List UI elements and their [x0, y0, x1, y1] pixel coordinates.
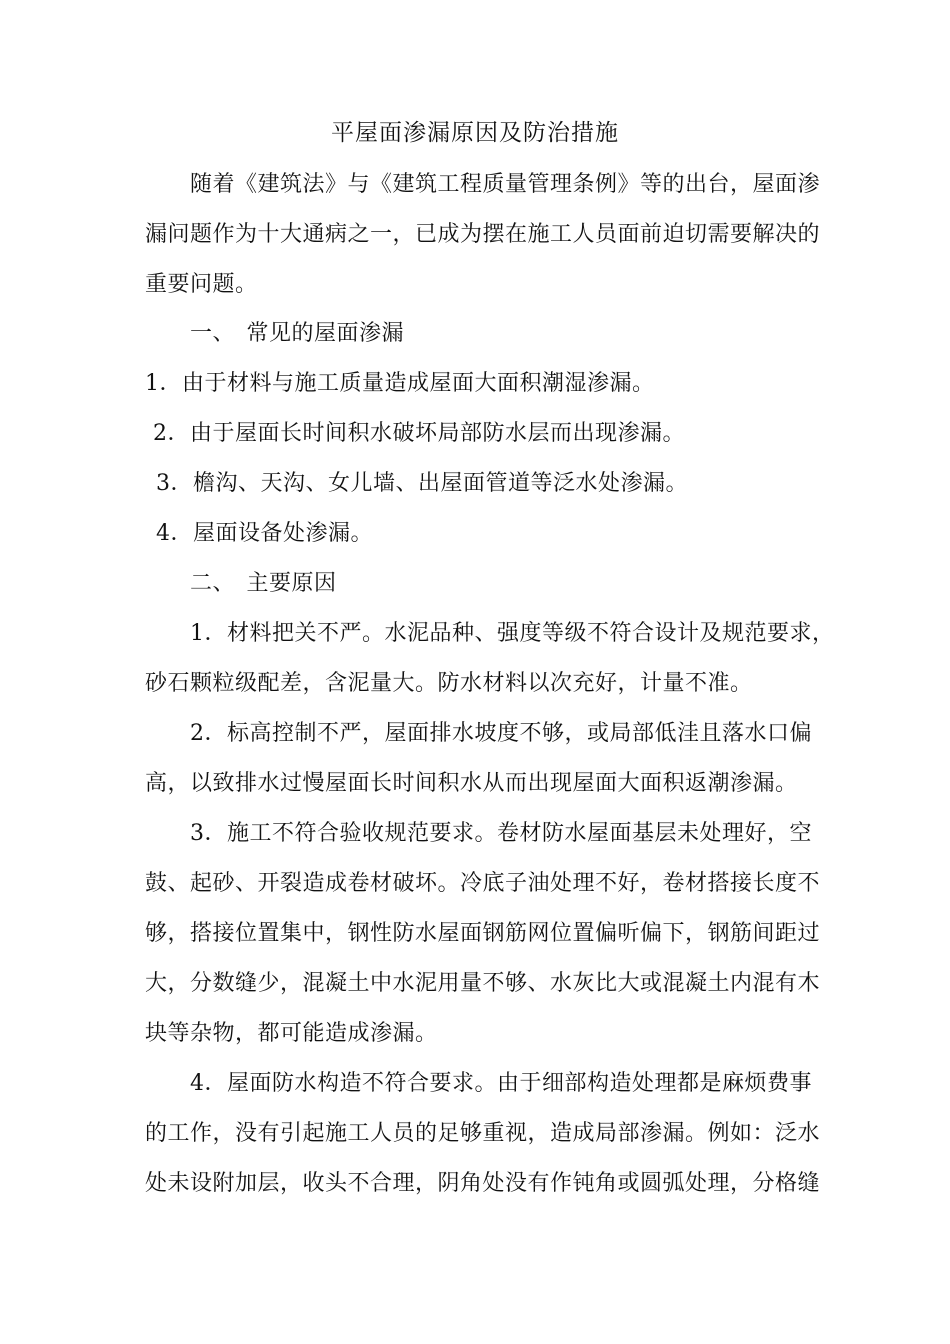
document-title: 平屋面渗漏原因及防治措施	[331, 120, 619, 146]
reason-line: 够，搭接位置集中，钢性防水屋面钢筋网位置偏听偏下，钢筋间距过	[145, 921, 821, 946]
list-item: 1．由于材料与施工质量造成屋面大面积潮湿渗漏。	[145, 371, 655, 396]
reason-line: 块等杂物，都可能造成渗漏。	[145, 1021, 438, 1046]
list-item: 3．檐沟、天沟、女儿墙、出屋面管道等泛水处渗漏。	[156, 471, 688, 496]
intro-line: 漏问题作为十大通病之一，已成为摆在施工人员面前迫切需要解决的	[145, 222, 821, 247]
section-heading-common-leaks: 一、 常见的屋面渗漏	[190, 321, 405, 346]
reason-line: 2．标高控制不严，屋面排水坡度不够，或局部低洼且落水口偏	[145, 721, 812, 746]
reason-paragraph-4	[145, 1059, 821, 1209]
intro-line: 重要问题。	[145, 272, 258, 297]
reason-paragraph-1	[145, 609, 835, 709]
reason-line: 3．施工不符合验收规范要求。卷材防水屋面基层未处理好，空	[145, 821, 812, 846]
list-item: 4．屋面设备处渗漏。	[156, 521, 373, 546]
reason-line: 高，以致排水过慢屋面长时间积水从而出现屋面大面积返潮渗漏。	[145, 771, 798, 796]
section-heading-main-causes: 二、 主要原因	[190, 571, 337, 596]
intro-line: 随着《建筑法》与《建筑工程质量管理条例》等的出台，屋面渗	[145, 172, 821, 197]
reason-line: 砂石颗粒级配差，含泥量大。防水材料以次充好，计量不准。	[145, 671, 753, 696]
reason-line: 大，分数缝少，混凝土中水泥用量不够、水灰比大或混凝土内混有木	[145, 971, 821, 996]
reason-line: 4．屋面防水构造不符合要求。由于细部构造处理都是麻烦费事	[145, 1071, 812, 1096]
reason-paragraph-3	[145, 809, 821, 1059]
reason-paragraph-2	[145, 709, 810, 809]
intro-paragraph	[145, 160, 821, 310]
list-item: 2．由于屋面长时间积水破坏局部防水层而出现渗漏。	[153, 421, 685, 446]
reason-line: 的工作，没有引起施工人员的足够重视，造成局部渗漏。例如：泛水	[145, 1121, 821, 1146]
reason-line: 鼓、起砂、开裂造成卷材破坏。冷底子油处理不好，卷材搭接长度不	[145, 871, 821, 896]
reason-line: 处未设附加层，收头不合理，阴角处没有作钝角或圆弧处理，分格缝	[145, 1171, 821, 1196]
reason-line: 1．材料把关不严。水泥品种、强度等级不符合设计及规范要求，	[145, 621, 835, 646]
